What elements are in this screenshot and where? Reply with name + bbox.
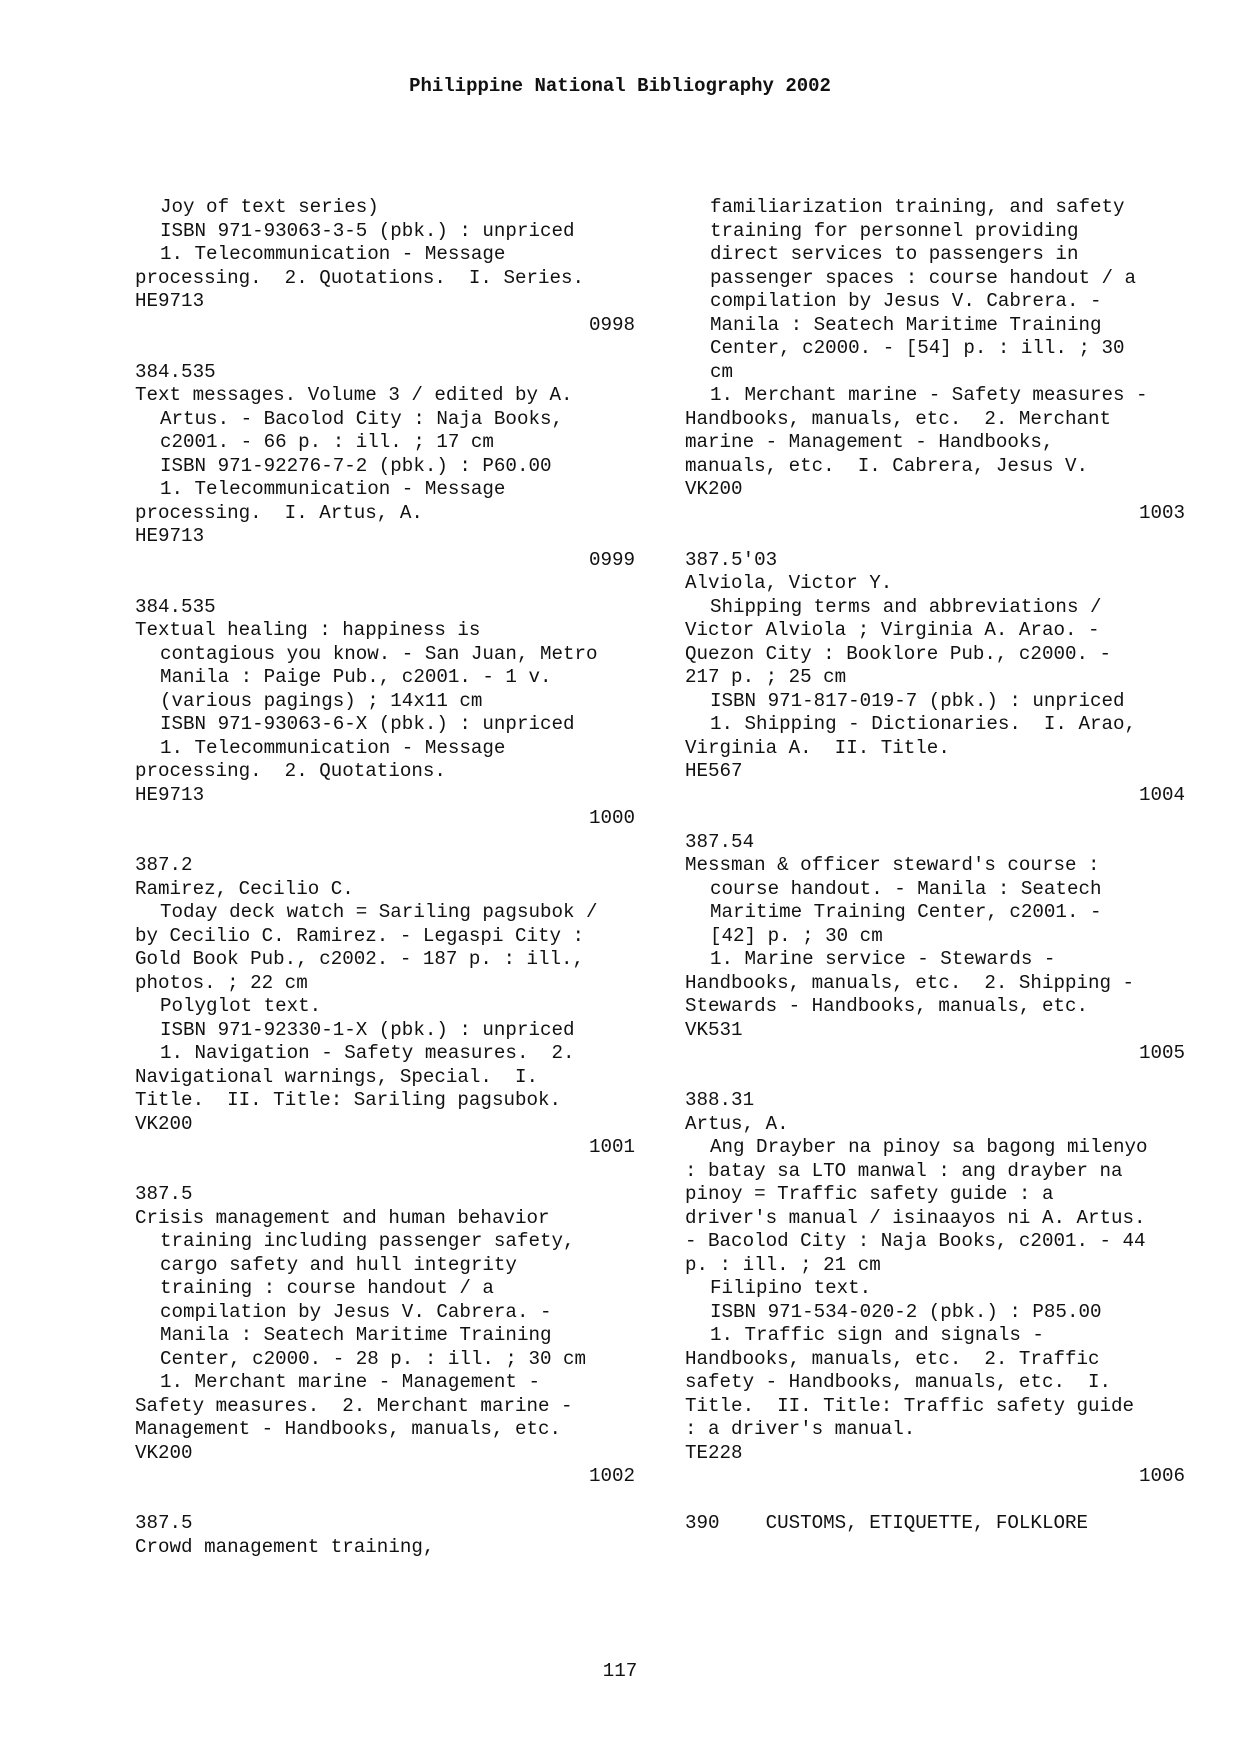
entry-line: 1. Telecommunication - Message [160,478,506,500]
entry-line: contagious you know. - San Juan, Metro [160,642,598,665]
entry-line: training : course handout / a [160,1277,494,1299]
entry-line: 388.31 [685,1089,755,1111]
entry-line: HE9713 [135,290,205,312]
entry-line: - Bacolod City : Naja Books, c2001. - 44 [685,1230,1146,1252]
entry-line: Quezon City : Booklore Pub., c2000. - [685,642,1112,665]
entry-line: 384.535 [135,595,216,618]
entry-separator [135,1160,635,1184]
entry-number: 1000 [588,807,635,829]
entry-number: 1004 [1138,783,1185,806]
left-column [135,196,635,1559]
entry-line: Navigational warnings, Special. I. [135,1065,539,1088]
entry-line: HE567 [685,760,743,782]
entry-line: Maritime Training Center, c2001. - [710,901,1102,923]
entry-number: 1005 [1138,1042,1185,1064]
entry-line: marine - Management - Handbooks, [685,431,1054,453]
entry-line: Handbooks, manuals, etc. 2. Shipping - [685,971,1135,994]
entry-line: Center, c2000. - 28 p. : ill. ; 30 cm [160,1347,587,1370]
entry-line: Victor Alviola ; Virginia A. Arao. - [685,619,1100,641]
entry-line: ISBN 971-93063-3-5 (pbk.) : unpriced [160,219,575,242]
entry-line: Title. II. Title: Traffic safety guide [685,1394,1135,1417]
entry-line: processing. I. Artus, A. [135,501,423,524]
entry-separator [685,525,1185,549]
entry-line: 1. Merchant marine - Management - [160,1371,540,1393]
page-number: 117 [602,1660,638,1682]
entry-line: Gold Book Pub., c2002. - 187 p. : ill., [135,948,585,970]
entry-line: by Cecilio C. Ramirez. - Legaspi City : [135,924,585,947]
entry-line: p. : ill. ; 21 cm [685,1253,881,1276]
entry-line: driver's manual / isinaayos ni A. Artus. [685,1206,1146,1229]
entry-number: 0998 [588,313,635,336]
entry-line: Polyglot text. [160,995,322,1017]
entry-line: 390 CUSTOMS, ETIQUETTE, FOLKLORE [685,1512,1089,1534]
right-column [685,196,1185,1536]
entry-line: VK200 [135,1112,193,1135]
entry-line: Manila : Seatech Maritime Training [160,1324,552,1346]
entry-line: 1. Telecommunication - Message [160,736,506,759]
entry-line: VK200 [685,478,743,500]
entry-line: pinoy = Traffic safety guide : a [685,1183,1054,1205]
entry-separator [685,807,1185,831]
entry-line: cargo safety and hull integrity [160,1253,517,1276]
entry-number: 1006 [1138,1465,1185,1487]
entry-line: 1. Merchant marine - Safety measures - [710,384,1148,406]
entry-line: Crisis management and human behavior [135,1206,550,1229]
entry-line: Crowd management training, [135,1535,435,1558]
entry-line: compilation by Jesus V. Cabrera. - [710,290,1102,312]
entry-number: 1001 [588,1136,635,1158]
entry-line: c2001. - 66 p. : ill. ; 17 cm [160,431,494,453]
entry-line: Ang Drayber na pinoy sa bagong milenyo [710,1136,1148,1158]
entry-line: Today deck watch = Sariling pagsubok / [160,901,598,923]
entry-line: Artus. - Bacolod City : Naja Books, [160,407,564,430]
entry-line: safety - Handbooks, manuals, etc. I. [685,1371,1112,1393]
entry-line: Filipino text. [710,1277,872,1299]
entry-line: 387.2 [135,854,193,876]
entry-line: 1. Telecommunication - Message [160,243,506,265]
entry-line: cm [710,360,734,383]
entry-line: 387.5 [135,1512,193,1534]
entry-line: course handout. - Manila : Seatech [710,877,1102,900]
entry-separator [135,1489,635,1513]
entry-separator [685,1066,1185,1090]
entry-line: Manila : Paige Pub., c2001. - 1 v. [160,666,552,688]
entry-line: : a driver's manual. [685,1418,916,1440]
entry-line: Joy of text series) [160,196,379,218]
entry-line: manuals, etc. I. Cabrera, Jesus V. [685,454,1089,477]
entry-line: Title. II. Title: Sariling pagsubok. [135,1089,562,1111]
page-title: Philippine National Bibliography 2002 [409,75,831,97]
entry-line: Text messages. Volume 3 / edited by A. [135,384,573,406]
entry-line: Shipping terms and abbreviations / [710,595,1102,618]
entry-line: Management - Handbooks, manuals, etc. [135,1418,562,1440]
entry-line: processing. 2. Quotations. [135,760,446,782]
entry-line: 1. Traffic sign and signals - [710,1324,1044,1346]
entry-line: 384.535 [135,360,216,383]
entry-line: Center, c2000. - [54] p. : ill. ; 30 [710,337,1125,359]
entry-line: 387.54 [685,830,755,853]
entry-line: photos. ; 22 cm [135,971,308,994]
entry-separator [135,831,635,855]
entry-line: Ramirez, Cecilio C. [135,877,354,900]
entry-line: Alviola, Victor Y. [685,572,893,594]
entry-line: (various pagings) ; 14x11 cm [160,689,483,712]
entry-line: Safety measures. 2. Merchant marine - [135,1394,573,1417]
entry-line: VK531 [685,1018,743,1041]
entry-line: familiarization training, and safety [710,196,1125,218]
entry-number: 1002 [588,1465,635,1487]
entry-line: ISBN 971-92276-7-2 (pbk.) : P60.00 [160,454,552,477]
entry-number: 1003 [1138,501,1185,524]
entry-line: Handbooks, manuals, etc. 2. Merchant [685,407,1112,430]
entry-line: ISBN 971-817-019-7 (pbk.) : unpriced [710,689,1125,712]
entry-line: 1. Navigation - Safety measures. 2. [160,1042,575,1064]
entry-line: ISBN 971-534-020-2 (pbk.) : P85.00 [710,1300,1102,1323]
entry-line: 387.5 [135,1183,193,1205]
entry-line: HE9713 [135,525,205,547]
entry-line: direct services to passengers in [710,243,1079,265]
entry-line: TE228 [685,1441,743,1464]
entry-line: ISBN 971-93063-6-X (pbk.) : unpriced [160,713,575,735]
entry-line: Stewards - Handbooks, manuals, etc. [685,995,1089,1017]
entry-line: training for personnel providing [710,219,1079,242]
entry-line: Virginia A. II. Title. [685,736,950,759]
entry-line: 1. Marine service - Stewards - [710,948,1056,970]
entry-line: HE9713 [135,783,205,806]
entry-line: Handbooks, manuals, etc. 2. Traffic [685,1347,1100,1370]
entry-line: 217 p. ; 25 cm [685,666,847,688]
entry-separator [135,572,635,596]
entry-line: processing. 2. Quotations. I. Series. [135,266,585,289]
entry-line: [42] p. ; 30 cm [710,924,883,947]
entry-line: : batay sa LTO manwal : ang drayber na [685,1159,1123,1182]
entry-line: ISBN 971-92330-1-X (pbk.) : unpriced [160,1018,575,1041]
entry-line: compilation by Jesus V. Cabrera. - [160,1300,552,1323]
entry-separator [135,337,635,361]
entry-number: 0999 [588,548,635,571]
entry-line: 387.5'03 [685,548,778,571]
entry-line: Artus, A. [685,1112,789,1135]
entry-separator [685,1489,1185,1513]
entry-line: Messman & officer steward's course : [685,854,1100,876]
entry-line: passenger spaces : course handout / a [710,266,1137,289]
entry-line: Manila : Seatech Maritime Training [710,313,1102,336]
entry-line: Textual healing : happiness is [135,619,481,641]
entry-line: training including passenger safety, [160,1230,575,1252]
entry-line: VK200 [135,1441,193,1464]
entry-line: 1. Shipping - Dictionaries. I. Arao, [710,713,1137,735]
